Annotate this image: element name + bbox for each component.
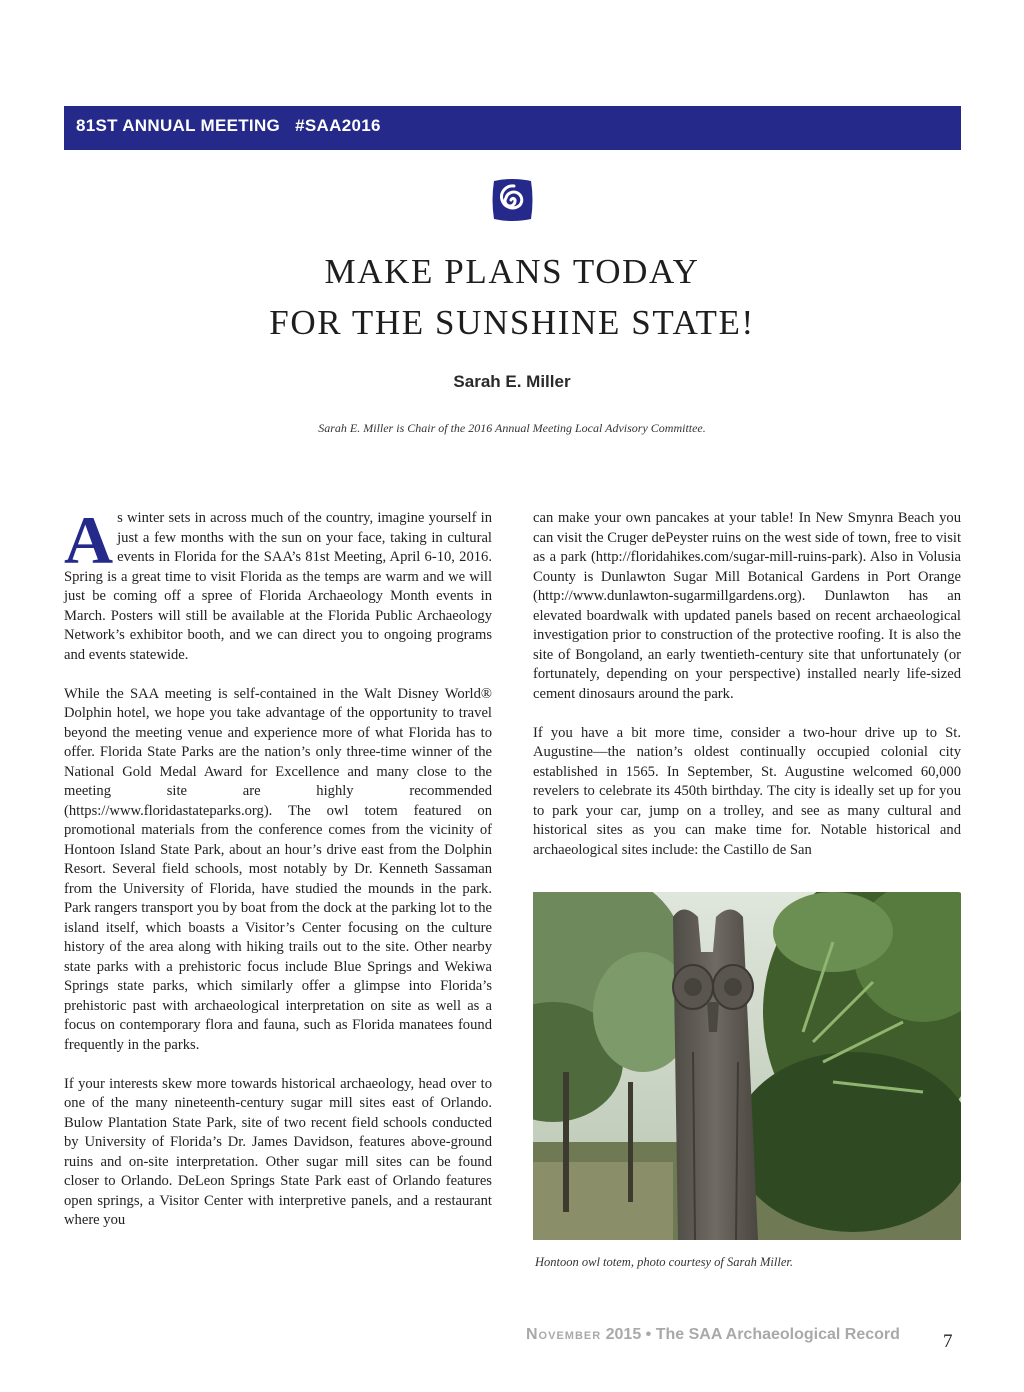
footer-year: 2015 •: [601, 1326, 656, 1343]
spiral-icon: [491, 177, 534, 223]
body-column-right: [533, 509, 961, 880]
paragraph-2: While the SAA meeting is self-contained in the Walt Disney World® Dolphin hotel, we hope you take advantage of the opportunity to travel beyond the meeting venue and experience more of what Florida has to offer. Florida State Parks are the nation’s only three-time winner of the National Gold Medal Award for Excellence and many close to the meeting site are highly recommended (https://www.floridastateparks.org). The owl totem featured on promotional materials from the conference comes from the vicinity of Hontoon Island State Park, about an hour’s drive east from the Dolphin Resort. Several field schools, most notably by Dr. Kenneth Sassaman from the University of Florida, have studied the mounds in the park. Park rangers transport you by boat from the dock at the parking lot to the island itself, which boasts a Visitor’s Center focusing on the culture history of the area along with hiking trails out to the site. Other nearby state parks with a prehistoric focus include Blue Springs and Wekiwa Springs state parks, which similarly offer a glimpse into Florida’s prehistoric past with archaeological interpretation on site as well as a focus on contemporary flora and fauna, such as Florida manatees found frequently in the parks.: [64, 685, 492, 1053]
article-title-line-2: FOR THE SUNSHINE STATE!: [269, 303, 755, 342]
author-name: Sarah E. Miller: [453, 372, 571, 391]
body-column-left: [64, 502, 492, 1250]
paragraph-5: If you have a bit more time, consider a two-hour drive up to St. Augustine—the nation’s oldest continually occupied colonial city established in 1565. In September, St. Augustine welcomed 60,000 revelers to celebrate its 450th birthday. The city is ideally set up for you to park your car, jump on a trolley, and see as many cultural and historical sites as you can make time for. Notable historical and archaeological sites include: the Castillo de San: [533, 724, 961, 858]
page-number: 7: [943, 1331, 953, 1352]
banner-meeting: 81ST ANNUAL MEETING: [76, 116, 281, 135]
owl-totem-photo: [533, 892, 961, 1240]
footer-citation: [526, 1326, 898, 1344]
paragraph-1: [64, 502, 492, 665]
footer-month: November: [526, 1326, 602, 1343]
footer-journal: The SAA Archaeological Record: [655, 1326, 900, 1343]
article-title-line-1: MAKE PLANS TODAY: [324, 252, 700, 291]
banner-hashtag: #SAA2016: [295, 116, 381, 135]
paragraph-4: can make your own pancakes at your table! In New Smynra Beach you can visit the Cruger dePeyster ruins on the west side of town, free to visit as a park (http://floridahikes.com/sugar-mill-ruins-park). Also in Volusia County is Dunlawton Sugar Mill Botanical Gardens in Port Orange (http://www.dunlawton-sugarmillgardens.org). Dunlawton has an elevated boardwalk with updated panels based on recent archaeological investigation prior to construction of the protective roofing. It is also the site of Bongoland, an early twentieth-century site that unfortunately (or fortunately, depending on your perspective) installed nearly life-sized cement dinosaurs around the park.: [533, 510, 961, 702]
section-banner: [64, 106, 961, 150]
author-affiliation: Sarah E. Miller is Chair of the 2016 Annual Meeting Local Advisory Committee.: [318, 421, 706, 435]
paragraph-3: If your interests skew more towards historical archaeology, head over to one of the many nineteenth-century sugar mill sites east of Orlando. Bulow Plantation State Park, site of two recent field schools conducted by University of Florida’s Dr. James Davidson, features above-ground ruins and on-site interpretation. Other sugar mill sites can be found closer to Orlando. DeLeon Springs State Park east of Orlando features open springs, a Visitor Center with interpretive panels, and a restaurant where you: [64, 1075, 492, 1228]
banner-text: [76, 116, 381, 136]
drop-cap: A: [64, 502, 114, 578]
photo-caption: Hontoon owl totem, photo courtesy of Sarah Miller.: [535, 1255, 793, 1269]
paragraph-1-text: s winter sets in across much of the country, imagine yourself in just a few months with the sun on your face, taking in cultural events in Florida for the SAA’s 81st Meeting, April 6-10, 2016. Spring is a great time to visit Florida as the temps are warm and we will just be coming off a spree of Florida Archaeology Month events in March. Posters will still be available at the Florida Public Archaeology Network’s exhibitor booth, and we can direct you to ongoing programs and events statewide.: [64, 510, 492, 663]
